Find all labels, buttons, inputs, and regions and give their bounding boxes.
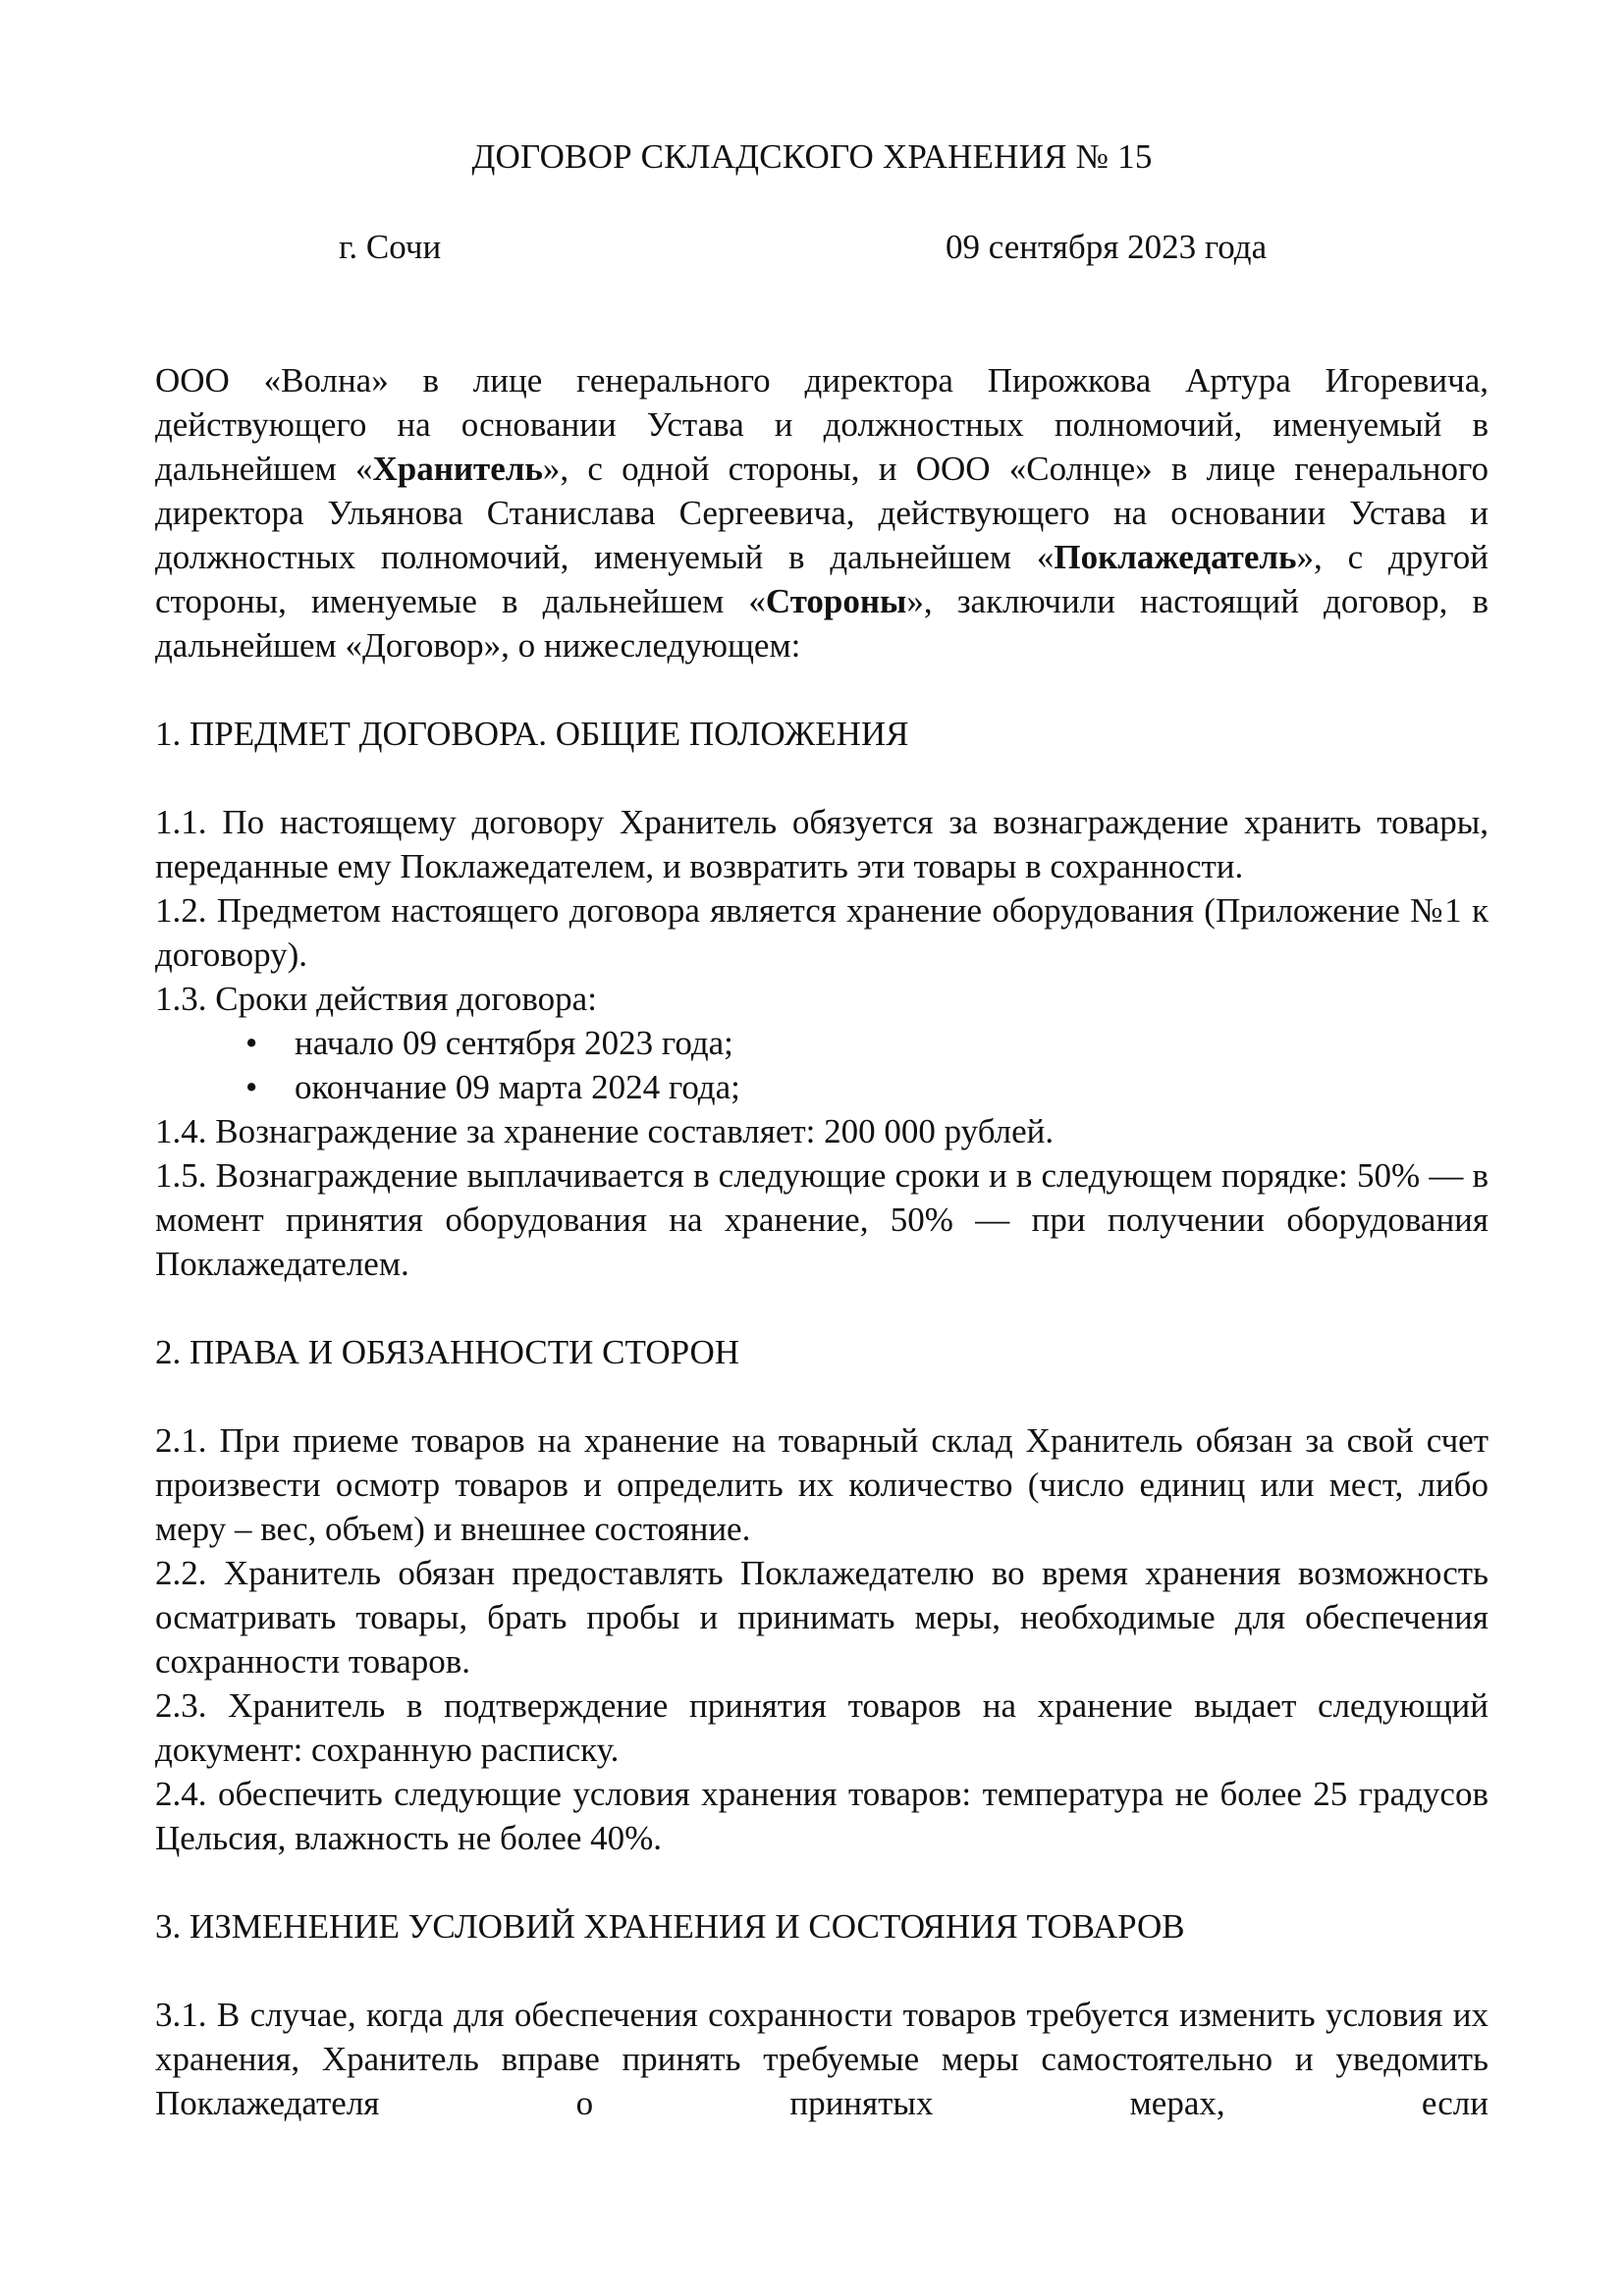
keeper-term: Хранитель — [372, 450, 543, 488]
term-list — [155, 1021, 1489, 1109]
section-heading: 1. ПРЕДМЕТ ДОГОВОРА. ОБЩИЕ ПОЛОЖЕНИЯ — [155, 715, 909, 753]
list-item: • начало 09 сентября 2023 года; — [155, 1021, 1489, 1065]
preamble-text: », с другой стороны, именуемые в дальнейшем « — [155, 538, 1489, 620]
section-heading: 2. ПРАВА И ОБЯЗАННОСТИ СТОРОН — [155, 1333, 740, 1371]
list-item: • окончание 09 марта 2024 года; — [155, 1065, 1489, 1109]
clause: 3.1. В случае, когда для обеспечения сохранности товаров требуется изменить условия их хранения, Хранитель вправе принять требуемые меры самостоятельно и уведомить Поклажедателя о принятых мерах, если — [155, 1996, 1489, 2122]
clause: 2.1. При приеме товаров на хранение на товарный склад Хранитель обязан за свой счет произвести осмотр товаров и определить их количество (число единиц или мест, либо меру – вес, объем) и внешнее состояние. — [155, 1421, 1489, 1548]
contract-place: г. Сочи — [339, 228, 442, 266]
parties-term: Стороны — [765, 582, 907, 620]
clause: 1.1. По настоящему договору Хранитель обязуется за вознаграждение хранить товары, переданные ему Поклажедателем, и возвратить эти товары в сохранности. — [155, 803, 1489, 885]
preamble-paragraph — [155, 358, 1489, 667]
section-heading: 3. ИЗМЕНЕНИЕ УСЛОВИЙ ХРАНЕНИЯ И СОСТОЯНИЯ ТОВАРОВ — [155, 1907, 1185, 1946]
clause: 2.2. Хранитель обязан предоставлять Поклажедателю во время хранения возможность осматривать товары, брать пробы и принимать меры, необходимые для обеспечения сохранности товаров. — [155, 1554, 1489, 1681]
clause: 1.3. Сроки действия договора: — [155, 980, 597, 1018]
preamble-text: », заключили настоящий договор, в дальнейшем «Договор», о нижеследующем: — [155, 582, 1489, 665]
contract-date: 09 сентября 2023 года — [946, 228, 1268, 266]
clause: 1.5. Вознаграждение выплачивается в следующие сроки и в следующем порядке: 50% — в момент принятия оборудования на хранение, 50% — при получении оборудования Поклажедателем. — [155, 1156, 1489, 1283]
clause: 1.2. Предметом настоящего договора является хранение оборудования (Приложение №1 к договору). — [155, 891, 1489, 974]
clause: 2.3. Хранитель в подтверждение принятия товаров на хранение выдает следующий документ: сохранную расписку. — [155, 1686, 1489, 1769]
clause: 2.4. обеспечить следующие условия хранения товаров: температура не более 25 градусов Цельсия, влажность не более 40%. — [155, 1775, 1489, 1857]
depositor-term: Поклажедатель — [1054, 538, 1297, 576]
preamble-text: ООО «Волна» в лице генерального директора Пирожкова Артура Игоревича, действующего на основании Устава и должностных полномочий, именуемый в дальнейшем « — [155, 361, 1489, 488]
preamble-text: », с одной стороны, и ООО «Солнце» в лице генерального директора Ульянова Станислава Сергеевича, действующего на основании Устава и должностных полномочий, именуемый в дальнейшем « — [155, 450, 1489, 576]
clause: 1.4. Вознаграждение за хранение составляет: 200 000 рублей. — [155, 1112, 1055, 1150]
document-body — [155, 358, 1489, 2125]
document-title: ДОГОВОР СКЛАДСКОГО ХРАНЕНИЯ № 15 — [471, 137, 1153, 176]
